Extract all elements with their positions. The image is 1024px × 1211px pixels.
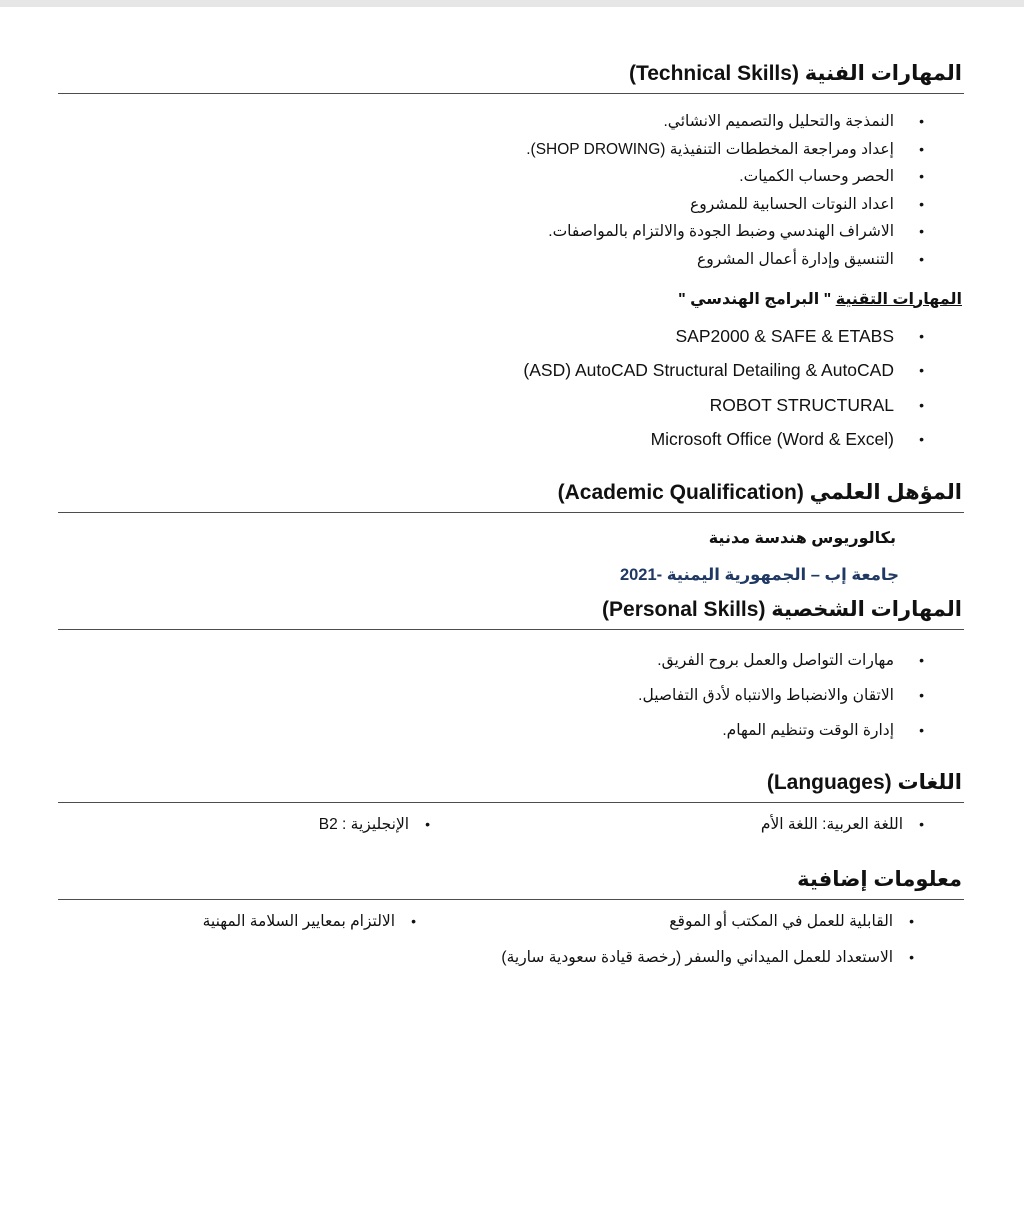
list-item: •الالتزام بمعايير السلامة المهنية	[202, 912, 416, 930]
section-divider	[58, 899, 964, 900]
language-english: •الإنجليزية : B2	[318, 815, 430, 833]
personal-skills-list	[58, 643, 964, 748]
languages-title: اللغات (Languages)	[766, 770, 962, 794]
cv-page	[58, 60, 964, 984]
bullet-icon: •	[919, 362, 924, 379]
section-divider	[58, 802, 964, 803]
bullet-icon: •	[919, 327, 924, 344]
list-item: • ROBOT STRUCTURAL	[58, 388, 964, 423]
bullet-icon: •	[919, 396, 924, 413]
language-arabic: •اللغة العربية: اللغة الأم	[760, 815, 924, 833]
technical-skills-list	[58, 108, 964, 274]
list-item: • (ASD) AutoCAD Structural Detailing & AutoCAD	[58, 353, 964, 388]
list-item: • الاشراف الهندسي وضبط الجودة والالتزام بالمواصفات.	[58, 218, 964, 246]
personal-skills-section	[58, 596, 964, 748]
bullet-icon: •	[919, 250, 924, 267]
list-item: • إعداد ومراجعة المخططات التنفيذية (SHOP DROWING).	[58, 136, 964, 164]
bullet-icon: •	[919, 223, 924, 240]
bullet-icon: •	[425, 815, 430, 832]
university-text: جامعة إب – الجمهورية اليمنية -2021	[619, 565, 899, 584]
academic-section	[58, 479, 964, 586]
technical-skills-section	[58, 60, 964, 274]
bullet-icon: •	[919, 686, 924, 703]
bullet-icon: •	[919, 195, 924, 212]
section-divider	[58, 512, 964, 513]
bullet-icon: •	[919, 721, 924, 738]
section-divider	[58, 93, 964, 94]
list-item: •الاستعداد للعمل الميداني والسفر (رخصة قيادة سعودية سارية)	[501, 948, 914, 966]
bullet-icon: •	[411, 912, 416, 929]
bullet-icon: •	[919, 140, 924, 157]
engineering-software-list	[58, 319, 964, 457]
list-item: • الاتقان والانضباط والانتباه لأدق التفاصيل.	[58, 678, 964, 713]
additional-info-section	[58, 866, 964, 984]
list-item: • النمذجة والتحليل والتصميم الانشائي.	[58, 108, 964, 136]
personal-skills-title: المهارات الشخصية (Personal Skills)	[602, 597, 962, 621]
degree-text: بكالوريوس هندسة مدنية	[708, 529, 896, 547]
bullet-icon: •	[919, 168, 924, 185]
bullet-icon: •	[919, 113, 924, 129]
bullet-icon: •	[919, 815, 924, 832]
list-item: • إدارة الوقت وتنظيم المهام.	[58, 713, 964, 748]
additional-info-row	[58, 912, 964, 948]
list-item: • اعداد النوتات الحسابية للمشروع	[58, 191, 964, 219]
top-bar	[0, 0, 1024, 7]
additional-info-row	[58, 948, 964, 984]
academic-title: المؤهل العلمي (Academic Qualification)	[557, 480, 962, 504]
section-divider	[58, 629, 964, 630]
list-item: • SAP2000 & SAFE & ETABS	[58, 319, 964, 354]
engineering-software-title: المهارات التقنية " البرامج الهندسي "	[678, 290, 962, 308]
bullet-icon: •	[909, 912, 914, 929]
languages-row	[58, 815, 964, 845]
bullet-icon: •	[919, 431, 924, 448]
list-item: •القابلية للعمل في المكتب أو الموقع	[669, 912, 914, 930]
list-item: • الحصر وحساب الكميات.	[58, 163, 964, 191]
bullet-icon: •	[909, 948, 914, 965]
list-item: • Microsoft Office (Word & Excel)	[58, 422, 964, 457]
bullet-icon: •	[919, 651, 924, 668]
additional-info-title: معلومات إضافية	[797, 867, 962, 891]
technical-skills-title: المهارات الفنية (Technical Skills)	[628, 62, 962, 85]
list-item: • مهارات التواصل والعمل بروح الفريق.	[58, 643, 964, 678]
languages-section	[58, 769, 964, 845]
list-item: • التنسيق وإدارة أعمال المشروع	[58, 246, 964, 274]
